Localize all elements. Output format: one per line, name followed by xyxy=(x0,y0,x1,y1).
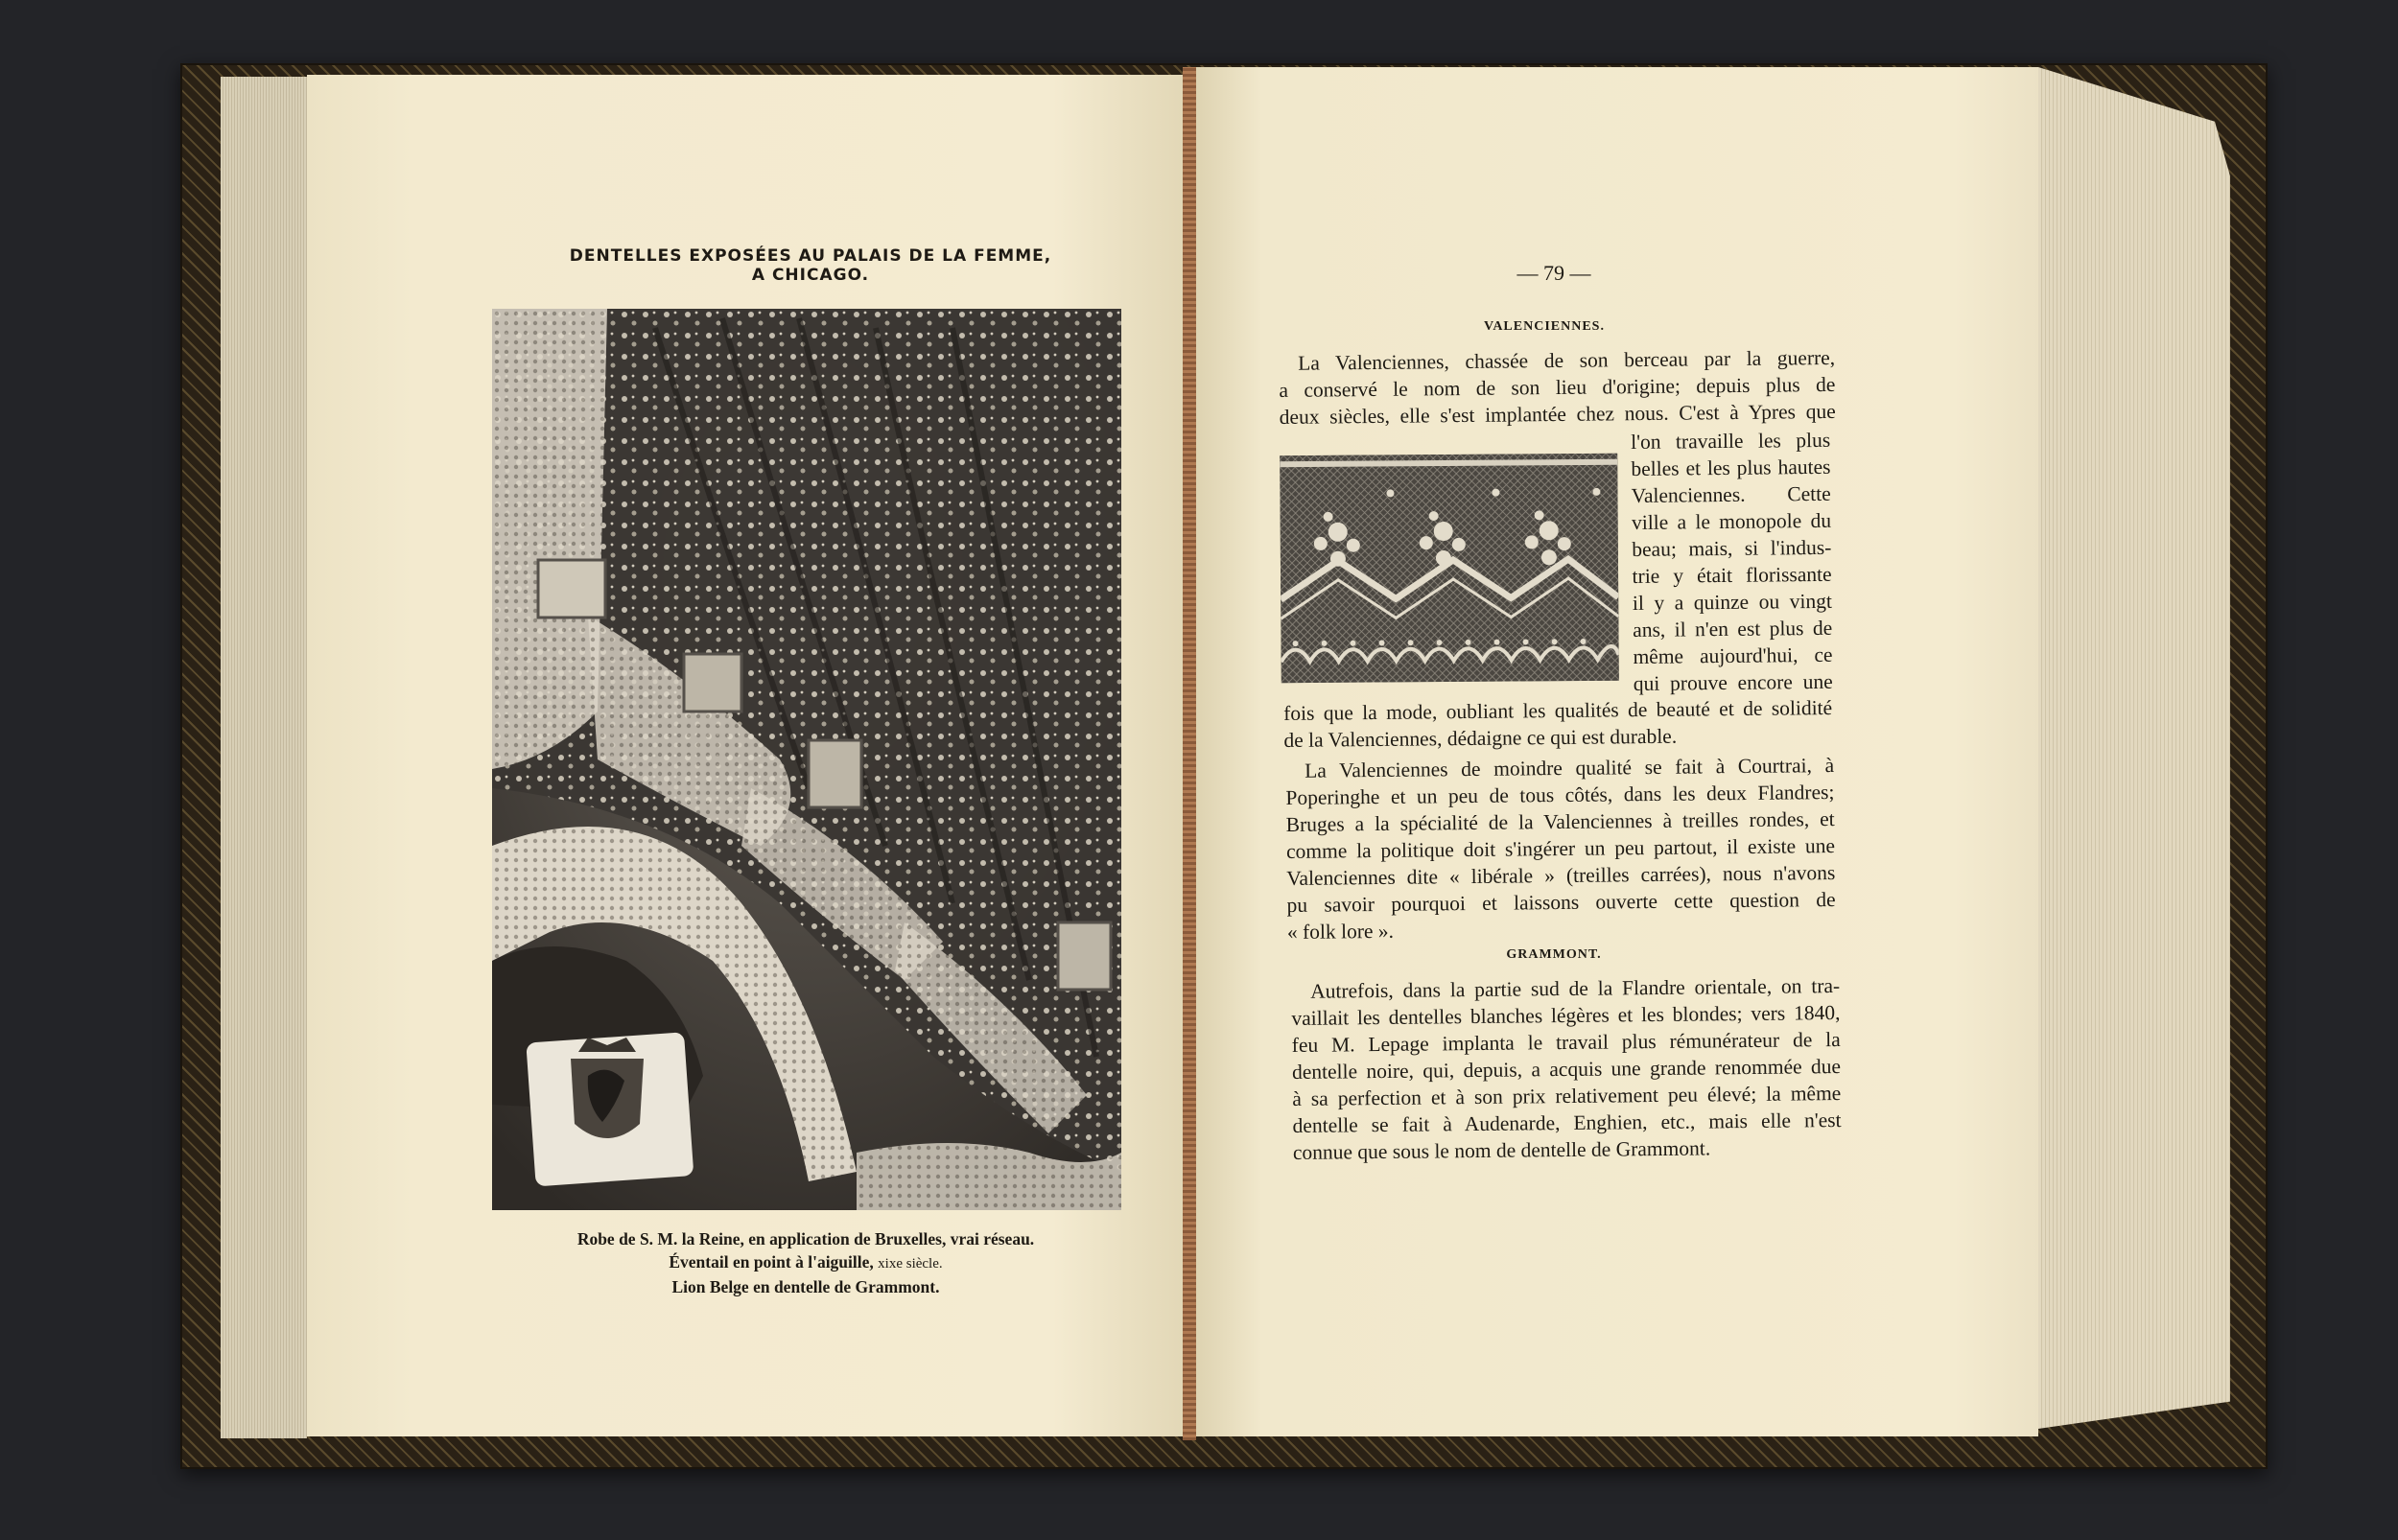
text-line: connue que sous le nom de dentelle de Grammont. xyxy=(1292,1136,1711,1164)
text-line: dentelle noire, qui, depuis, a acquis une grande renommée due xyxy=(1291,1055,1842,1084)
caption-line-3: Lion Belge en dentelle de Grammont. xyxy=(671,1277,940,1296)
text-line: dentelle se fait à Audenarde, Enghien, etc., mais elle n'est xyxy=(1292,1108,1842,1137)
page-edges-right xyxy=(2038,67,2230,1429)
section-title-valenciennes: VALENCIENNES. xyxy=(1484,319,1605,334)
text-line: Poperinghe et un peu de tous côtés, dans les deux Flandres; xyxy=(1285,781,1835,809)
text-line: La Valenciennes, chassée de son berceau par la guerre, xyxy=(1298,345,1836,375)
text-line: Valenciennes dite « libérale » (treilles carrées), nous n'avons xyxy=(1286,861,1836,890)
text-line: belles et les plus hautes xyxy=(1631,455,1831,480)
valenciennes-lace-illustration xyxy=(1280,454,1619,683)
text-line: Autrefois, dans la partie sud de la Flandre orientale, on tra- xyxy=(1310,974,1841,1003)
book-gutter xyxy=(1183,67,1196,1440)
running-head: DENTELLES EXPOSÉES AU PALAIS DE LA FEMME, A CHICAGO. xyxy=(569,246,1052,285)
paragraph-1-wrap xyxy=(1631,427,1833,697)
text-line: qui prouve encore une xyxy=(1633,669,1833,695)
section-title-grammont: GRAMMONT. xyxy=(1506,947,1602,962)
caption-line-1: Robe de S. M. la Reine, en application de Bruxelles, vrai réseau. xyxy=(576,1229,1035,1248)
paragraph-1-end xyxy=(1283,694,1833,754)
text-line: même aujourd'hui, ce xyxy=(1633,642,1833,668)
text-line: Valenciennes. Cette xyxy=(1631,481,1831,507)
text-line: pu savoir pourquoi et laissons ouverte cette question de xyxy=(1286,888,1836,917)
text-line: l'on travaille les plus xyxy=(1631,428,1831,454)
text-line: ans, il n'en est plus de xyxy=(1633,616,1833,642)
page-number: — 79 — xyxy=(1516,261,1591,285)
text-line: Bruges a la spécialité de la Valenciennes à treilles rondes, et xyxy=(1285,807,1835,836)
text-line: ville a le monopole du xyxy=(1631,508,1832,534)
text-line: beau; mais, si l'indus- xyxy=(1632,535,1832,561)
caption-line-2-main: Éventail en point à l'aiguille, xyxy=(669,1252,874,1272)
paragraph-3 xyxy=(1291,972,1842,1166)
text-line: à sa perfection et à son prix relativement peu élevé; la même xyxy=(1292,1082,1842,1110)
text-line: « folk lore ». xyxy=(1286,919,1395,944)
caption-line-2 xyxy=(518,1250,1093,1275)
text-line: comme la politique doit s'ingérer un peu partout, il existe une xyxy=(1285,834,1836,863)
text-line: La Valenciennes de moindre qualité se fait à Courtrai, à xyxy=(1305,754,1835,782)
paragraph-2 xyxy=(1285,752,1836,945)
text-line: fois que la mode, oubliant les qualités de beauté et de solidité xyxy=(1283,696,1833,725)
text-line: deux siècles, elle s'est implantée chez nous. C'est à Ypres que xyxy=(1279,399,1836,429)
plate-caption xyxy=(518,1227,1093,1298)
text-line: trie y était florissante xyxy=(1632,562,1832,588)
page-edges-left xyxy=(221,77,307,1438)
text-line: a conservé le nom de son lieu d'origine; depuis plus de xyxy=(1279,372,1836,402)
paragraph-1-top xyxy=(1279,344,1836,431)
text-line: de la Valenciennes, dédaigne ce qui est durable. xyxy=(1283,724,1678,752)
text-line: feu M. Lepage implanta le travail plus rémunérateur de la xyxy=(1291,1028,1841,1057)
text-line: vaillait les dentelles blanches légères et les blondes; vers 1840, xyxy=(1291,1001,1841,1030)
text-line: il y a quinze ou vingt xyxy=(1632,589,1833,615)
caption-line-2-small: xixe siècle. xyxy=(878,1256,943,1272)
lace-dress-photograph xyxy=(492,309,1121,1210)
